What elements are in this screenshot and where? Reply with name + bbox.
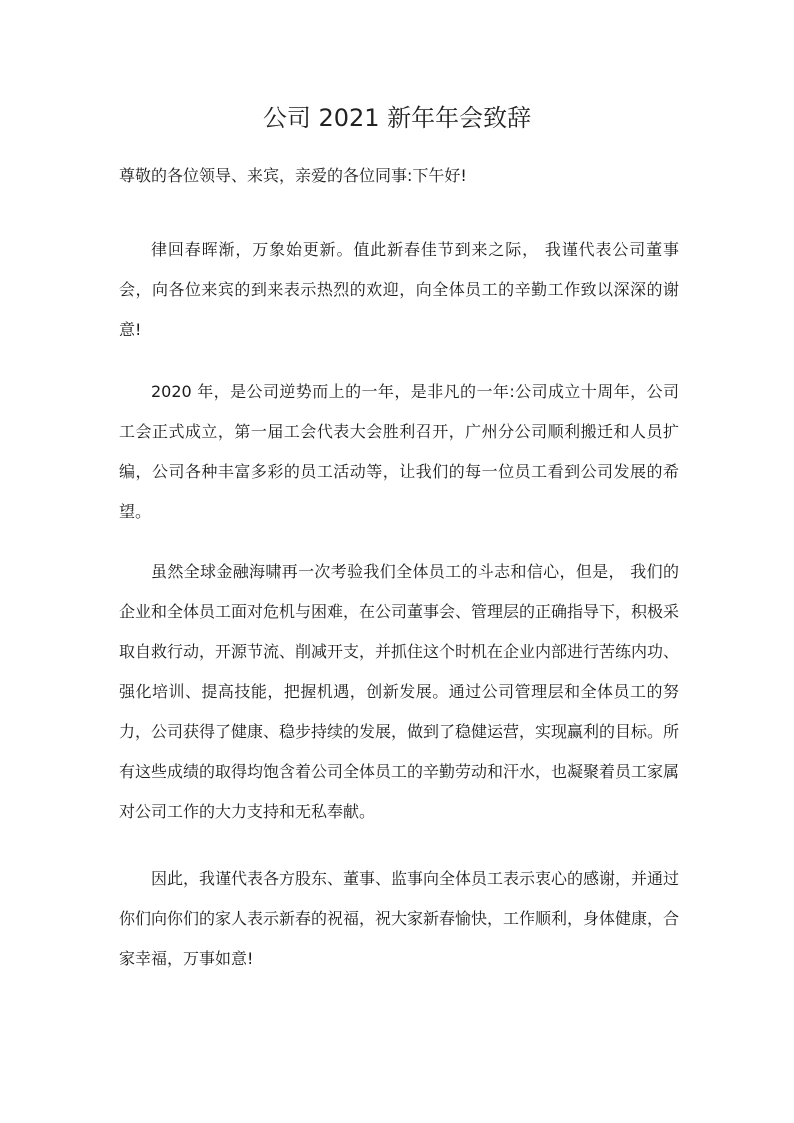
document-title: 公司 2021 新年年会致辞 — [262, 104, 532, 132]
paragraph-thanks: 因此，我谨代表各方股东、董事、监事向全体员工表示衷心的感谢，并通过你们向你们的家人表示新春的祝福，祝大家新春愉快，工作顺利，身体健康，合家幸福，万事如意! — [119, 869, 680, 968]
paragraph-challenges: 虽然全球金融海啸再一次考验我们全体员工的斗志和信心，但是， 我们的企业和全体员工面对危机与困难，在公司董事会、管理层的正确指导下，积极采取自救行动，开源节流、削减开支，并抓住这个时机在企业内部进行苦练内功、强化培训、提高技能，把握机遇，创新发展。通过公司管理层和全体员工的努力，公司获得了健康、稳步持续的发展，做到了稳健运营，实现赢利的目标。所有这些成绩的取得均饱含着公司全体员工的辛勤劳动和汗水，也凝聚着员工家属对公司工作的大力支持和无私奉献。 — [119, 562, 680, 821]
paragraph-opening: 律回春晖渐，万象始更新。值此新春佳节到来之际， 我谨代表公司董事会，向各位来宾的到来表示热烈的欢迎，向全体员工的辛勤工作致以深深的谢意! — [119, 240, 679, 339]
paragraph-2020-review: 2020 年，是公司逆势而上的一年，是非凡的一年:公司成立十周年，公司工会正式成立，第一届工会代表大会胜利召开，广州分公司顺利搬迁和人员扩编，公司各种丰富多彩的员工活动等，让我们的每一位员工看到公司发展的希望。 — [119, 382, 679, 521]
salutation-line: 尊敬的各位领导、来宾，亲爱的各位同事:下午好! — [119, 166, 467, 185]
